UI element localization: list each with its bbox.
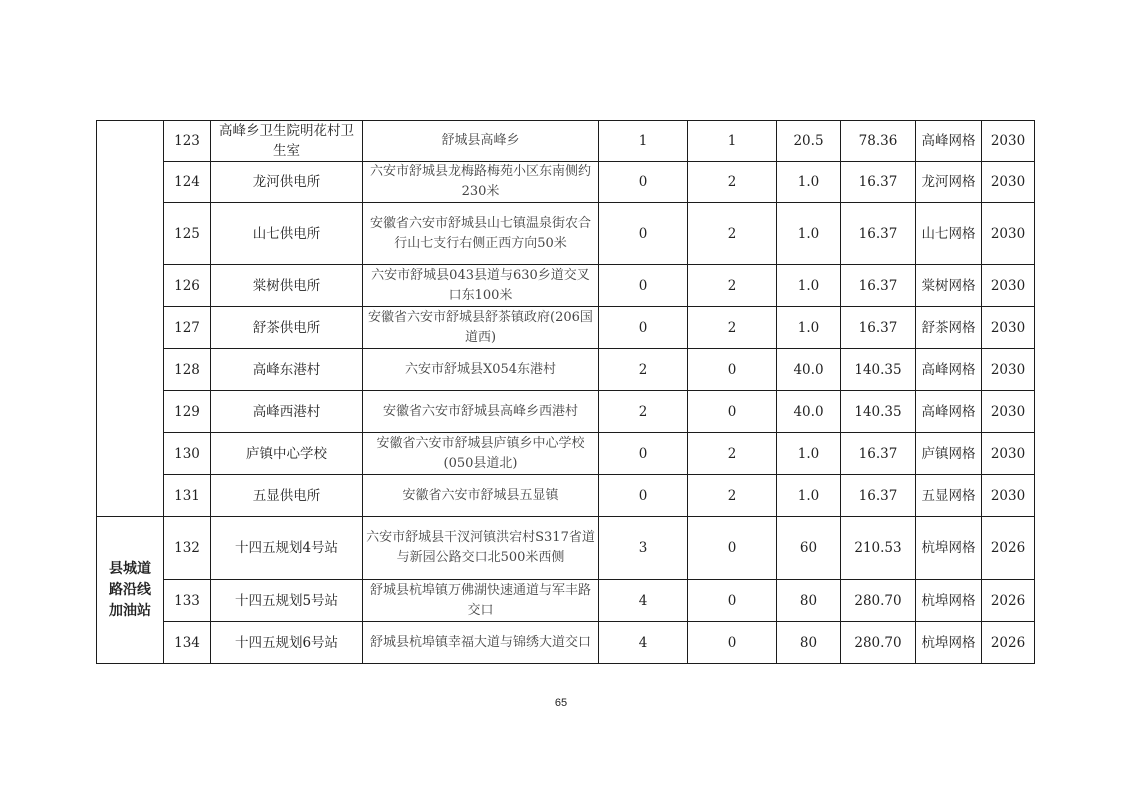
value-3-cell: 80 — [777, 580, 841, 622]
station-name-cell: 山七供电所 — [211, 203, 363, 265]
station-address-cell: 舒城县高峰乡 — [363, 121, 599, 162]
station-address-cell: 安徽省六安市舒城县五显镇 — [363, 475, 599, 517]
planned-year-cell: 2030 — [982, 391, 1035, 433]
value-4-cell: 16.37 — [841, 162, 916, 203]
value-3-cell: 40.0 — [777, 391, 841, 433]
value-1-cell: 4 — [599, 622, 688, 664]
station-address-cell: 六安市舒城县干汊河镇洪宕村S317省道与新园公路交口北500米西侧 — [363, 517, 599, 580]
value-1-cell: 2 — [599, 349, 688, 391]
value-1-cell: 0 — [599, 203, 688, 265]
value-3-cell: 20.5 — [777, 121, 841, 162]
planned-year-cell: 2026 — [982, 517, 1035, 580]
value-2-cell: 2 — [688, 162, 777, 203]
table-row — [97, 349, 1035, 391]
planned-year-cell: 2026 — [982, 622, 1035, 664]
row-number-cell: 132 — [164, 517, 211, 580]
grid-name-cell: 龙河网格 — [916, 162, 982, 203]
row-number-cell: 125 — [164, 203, 211, 265]
value-2-cell: 2 — [688, 433, 777, 475]
value-2-cell: 0 — [688, 349, 777, 391]
grid-name-cell: 舒茶网格 — [916, 307, 982, 349]
station-address-cell: 安徽省六安市舒城县舒茶镇政府(206国道西) — [363, 307, 599, 349]
row-number-cell: 129 — [164, 391, 211, 433]
value-4-cell: 78.36 — [841, 121, 916, 162]
grid-name-cell: 杭埠网格 — [916, 580, 982, 622]
grid-name-cell: 庐镇网格 — [916, 433, 982, 475]
value-3-cell: 1.0 — [777, 162, 841, 203]
station-address-cell: 六安市舒城县043县道与630乡道交叉口东100米 — [363, 265, 599, 307]
planned-year-cell: 2030 — [982, 433, 1035, 475]
grid-name-cell: 杭埠网格 — [916, 517, 982, 580]
value-4-cell: 16.37 — [841, 307, 916, 349]
row-number-cell: 127 — [164, 307, 211, 349]
value-1-cell: 0 — [599, 433, 688, 475]
planned-year-cell: 2030 — [982, 162, 1035, 203]
station-name-cell: 十四五规划5号站 — [211, 580, 363, 622]
value-1-cell: 1 — [599, 121, 688, 162]
station-address-cell: 安徽省六安市舒城县庐镇乡中心学校(050县道北) — [363, 433, 599, 475]
row-number-cell: 123 — [164, 121, 211, 162]
value-1-cell: 2 — [599, 391, 688, 433]
value-2-cell: 0 — [688, 391, 777, 433]
table-row — [97, 622, 1035, 664]
value-1-cell: 0 — [599, 475, 688, 517]
station-address-cell: 六安市舒城县龙梅路梅苑小区东南侧约230米 — [363, 162, 599, 203]
value-3-cell: 40.0 — [777, 349, 841, 391]
table-row — [97, 475, 1035, 517]
station-address-cell: 安徽省六安市舒城县山七镇温泉街农合行山七支行右侧正西方向50米 — [363, 203, 599, 265]
value-3-cell: 1.0 — [777, 203, 841, 265]
value-1-cell: 0 — [599, 265, 688, 307]
station-name-cell: 高峰西港村 — [211, 391, 363, 433]
value-1-cell: 4 — [599, 580, 688, 622]
value-2-cell: 2 — [688, 265, 777, 307]
table-row — [97, 517, 1035, 580]
value-2-cell: 0 — [688, 622, 777, 664]
planned-year-cell: 2030 — [982, 307, 1035, 349]
row-number-cell: 126 — [164, 265, 211, 307]
value-4-cell: 140.35 — [841, 349, 916, 391]
value-3-cell: 80 — [777, 622, 841, 664]
table-row — [97, 162, 1035, 203]
table-row — [97, 433, 1035, 475]
table-body — [97, 121, 1035, 664]
planned-year-cell: 2030 — [982, 265, 1035, 307]
station-address-cell: 六安市舒城县X054东港村 — [363, 349, 599, 391]
station-address-cell: 舒城县杭埠镇万佛湖快速通道与军丰路交口 — [363, 580, 599, 622]
station-name-cell: 舒茶供电所 — [211, 307, 363, 349]
value-2-cell: 0 — [688, 517, 777, 580]
station-name-cell: 高峰乡卫生院明花村卫生室 — [211, 121, 363, 162]
planned-year-cell: 2030 — [982, 349, 1035, 391]
value-4-cell: 280.70 — [841, 622, 916, 664]
value-4-cell: 280.70 — [841, 580, 916, 622]
value-3-cell: 60 — [777, 517, 841, 580]
station-address-cell: 舒城县杭埠镇幸福大道与锦绣大道交口 — [363, 622, 599, 664]
row-number-cell: 128 — [164, 349, 211, 391]
station-name-cell: 庐镇中心学校 — [211, 433, 363, 475]
table-row — [97, 580, 1035, 622]
value-1-cell: 0 — [599, 307, 688, 349]
value-3-cell: 1.0 — [777, 433, 841, 475]
value-1-cell: 0 — [599, 162, 688, 203]
table-row — [97, 265, 1035, 307]
station-name-cell: 棠树供电所 — [211, 265, 363, 307]
station-name-cell: 龙河供电所 — [211, 162, 363, 203]
table-row — [97, 121, 1035, 162]
planned-year-cell: 2026 — [982, 580, 1035, 622]
grid-name-cell: 五显网格 — [916, 475, 982, 517]
planned-year-cell: 2030 — [982, 203, 1035, 265]
station-name-cell: 五显供电所 — [211, 475, 363, 517]
station-name-cell: 十四五规划4号站 — [211, 517, 363, 580]
grid-name-cell: 杭埠网格 — [916, 622, 982, 664]
station-table — [96, 120, 1035, 664]
value-2-cell: 2 — [688, 475, 777, 517]
value-4-cell: 210.53 — [841, 517, 916, 580]
value-2-cell: 2 — [688, 307, 777, 349]
page-number: 65 — [554, 697, 568, 709]
table-row — [97, 307, 1035, 349]
grid-name-cell: 棠树网格 — [916, 265, 982, 307]
value-2-cell: 2 — [688, 203, 777, 265]
value-2-cell: 1 — [688, 121, 777, 162]
row-number-cell: 130 — [164, 433, 211, 475]
value-3-cell: 1.0 — [777, 475, 841, 517]
grid-name-cell: 山七网格 — [916, 203, 982, 265]
grid-name-cell: 高峰网格 — [916, 391, 982, 433]
value-4-cell: 16.37 — [841, 265, 916, 307]
table-row — [97, 203, 1035, 265]
station-name-cell: 十四五规划6号站 — [211, 622, 363, 664]
row-number-cell: 131 — [164, 475, 211, 517]
station-address-cell: 安徽省六安市舒城县高峰乡西港村 — [363, 391, 599, 433]
value-4-cell: 16.37 — [841, 475, 916, 517]
row-number-cell: 133 — [164, 580, 211, 622]
planned-year-cell: 2030 — [982, 121, 1035, 162]
category-cell: 县城道路沿线加油站 — [97, 517, 164, 664]
station-name-cell: 高峰东港村 — [211, 349, 363, 391]
grid-name-cell: 高峰网格 — [916, 121, 982, 162]
row-number-cell: 134 — [164, 622, 211, 664]
category-cell — [97, 121, 164, 517]
value-3-cell: 1.0 — [777, 265, 841, 307]
value-4-cell: 140.35 — [841, 391, 916, 433]
grid-name-cell: 高峰网格 — [916, 349, 982, 391]
value-3-cell: 1.0 — [777, 307, 841, 349]
row-number-cell: 124 — [164, 162, 211, 203]
value-1-cell: 3 — [599, 517, 688, 580]
value-4-cell: 16.37 — [841, 433, 916, 475]
value-4-cell: 16.37 — [841, 203, 916, 265]
planned-year-cell: 2030 — [982, 475, 1035, 517]
value-2-cell: 0 — [688, 580, 777, 622]
table-row — [97, 391, 1035, 433]
